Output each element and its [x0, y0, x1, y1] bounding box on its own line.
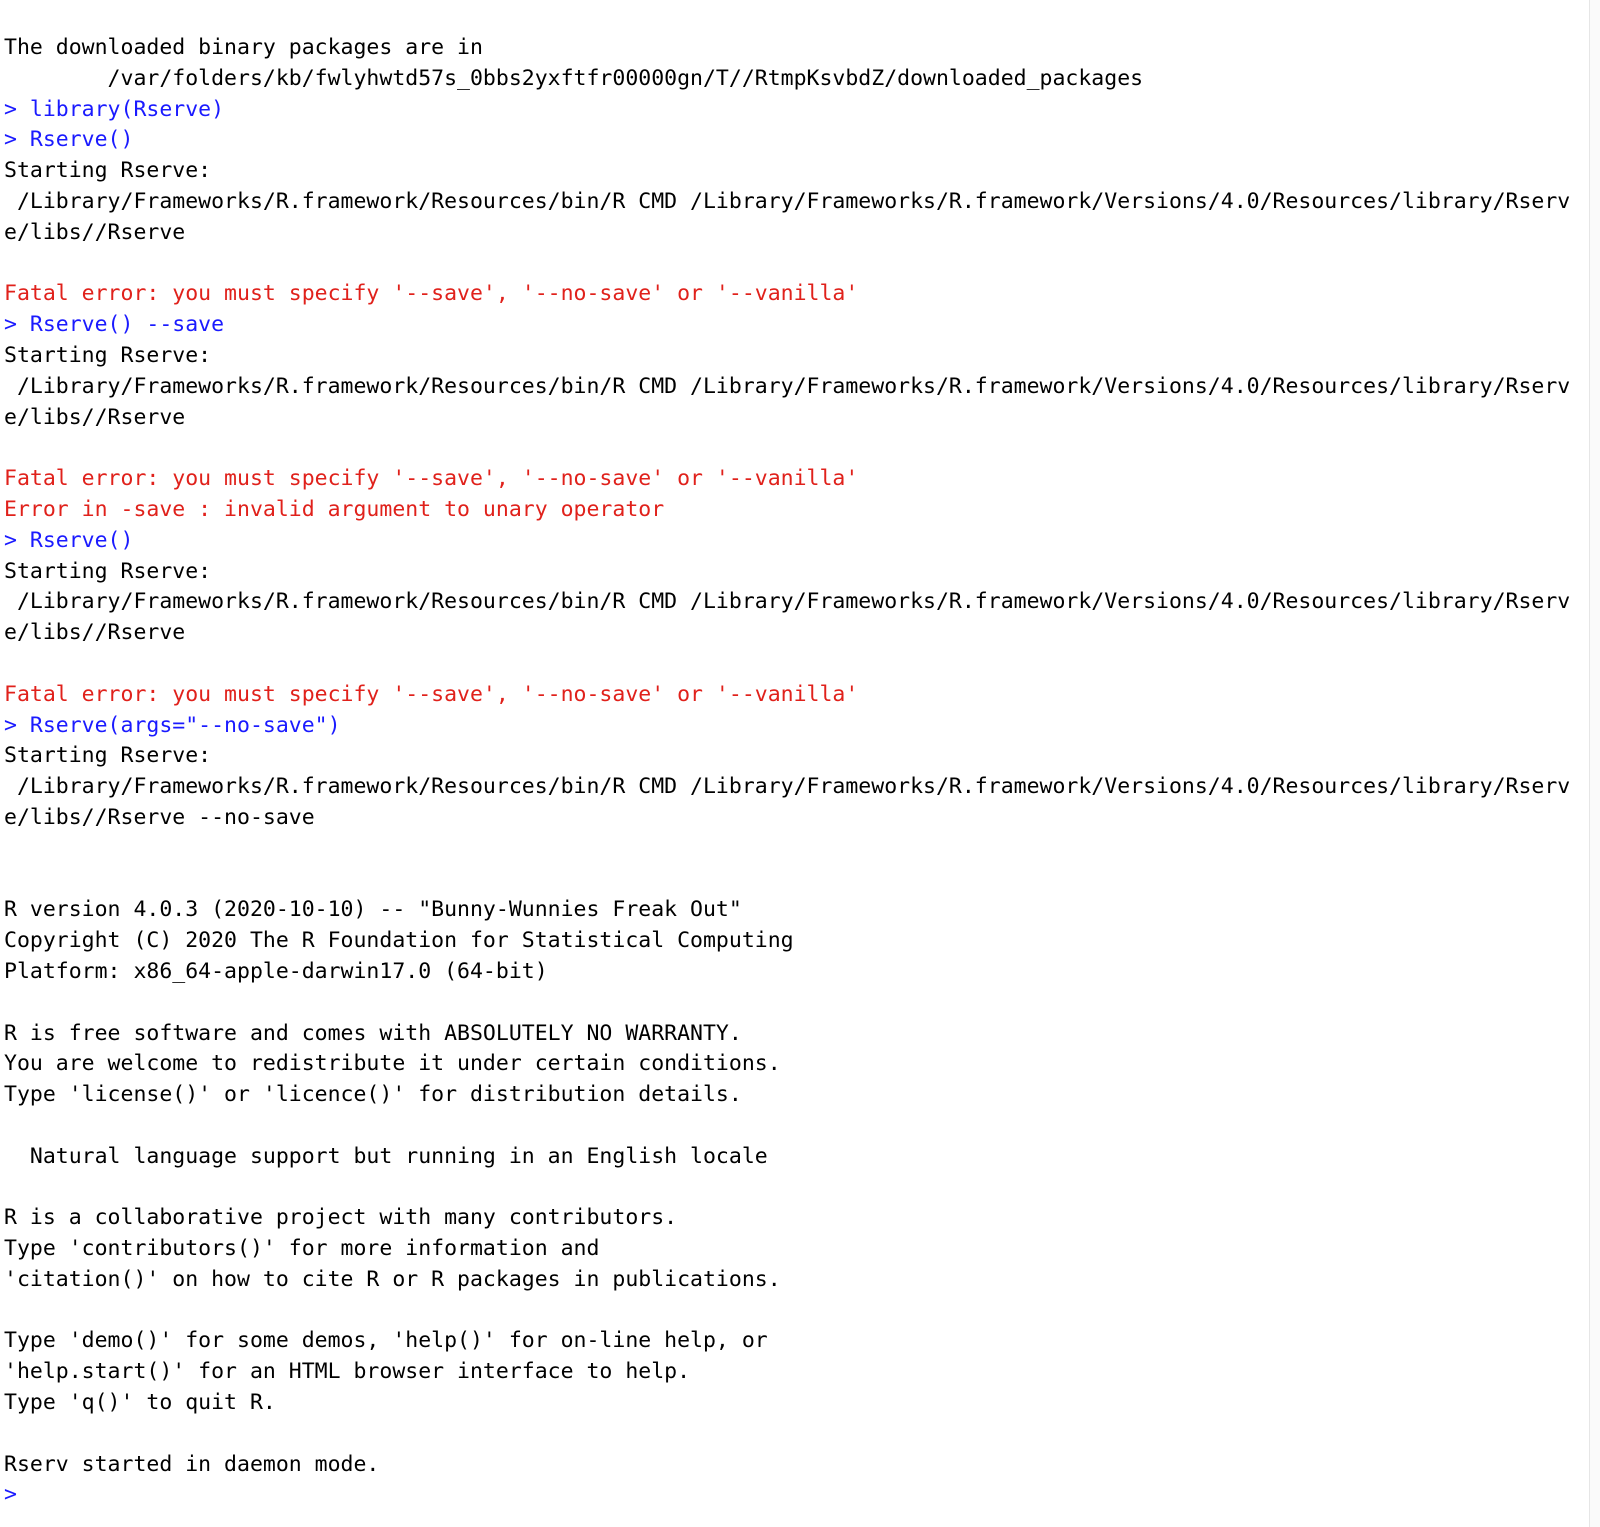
console-output-line: e/libs//Rserve: [4, 219, 186, 245]
console-output-line: Starting Rserve:: [4, 342, 212, 368]
console-output-line: R is a collaborative project with many contributors.: [4, 1205, 678, 1231]
console-output-line: /Library/Frameworks/R.framework/Resources/bin/R CMD /Library/Frameworks/R.framework/Versions/4.0/Resources/library/Rserv: [4, 373, 1571, 399]
console-output-line: /var/folders/kb/fwlyhwtd57s_0bbs2yxftfr00000gn/T//RtmpKsvbdZ/downloaded_packages: [4, 65, 1144, 91]
console-output-line: Rserv started in daemon mode.: [4, 1451, 380, 1477]
console-error-line: Fatal error: you must specify '--save', '--no-save' or '--vanilla': [4, 681, 859, 707]
console-input-prompt[interactable]: >: [4, 1482, 17, 1508]
console-output-line: e/libs//Rserve: [4, 620, 186, 646]
console-output-line: /Library/Frameworks/R.framework/Resources/bin/R CMD /Library/Frameworks/R.framework/Versions/4.0/Resources/library/Rserv: [4, 774, 1571, 800]
console-blank-line: [4, 834, 1590, 865]
console-output-line: R version 4.0.3 (2020-10-10) -- "Bunny-Wunnies Freak Out": [4, 897, 742, 923]
console-blank-line: [4, 1172, 1590, 1203]
console-blank-line: [4, 249, 1590, 280]
console-command-line: > Rserve(): [4, 527, 134, 553]
console-output-line: /Library/Frameworks/R.framework/Resources/bin/R CMD /Library/Frameworks/R.framework/Versions/4.0/Resources/library/Rserv: [4, 188, 1571, 214]
console-blank-line: [4, 988, 1590, 1019]
console-output-line: Natural language support but running in an English locale: [4, 1143, 768, 1169]
console-output-line: Type 'q()' to quit R.: [4, 1390, 276, 1416]
console-output-line: R is free software and comes with ABSOLUTELY NO WARRANTY.: [4, 1020, 742, 1046]
console-output-line: e/libs//Rserve: [4, 404, 186, 430]
console-blank-line: [4, 1419, 1590, 1450]
console-command-line: > Rserve(): [4, 127, 134, 153]
console-output-line: 'help.start()' for an HTML browser interface to help.: [4, 1359, 691, 1385]
console-output-line: /Library/Frameworks/R.framework/Resources/bin/R CMD /Library/Frameworks/R.framework/Versions/4.0/Resources/library/Rserv: [4, 589, 1571, 615]
console-blank-line: [4, 1111, 1590, 1142]
console-output-line: Starting Rserve:: [4, 158, 212, 184]
console-blank-line: [4, 1296, 1590, 1327]
console-command-line: > Rserve(args="--no-save"): [4, 712, 341, 738]
console-output-line: You are welcome to redistribute it under certain conditions.: [4, 1051, 781, 1077]
console-output-line: Type 'contributors()' for more information and: [4, 1236, 600, 1262]
console-error-line: Fatal error: you must specify '--save', '--no-save' or '--vanilla': [4, 466, 859, 492]
console-output-line: Copyright (C) 2020 The R Foundation for Statistical Computing: [4, 928, 794, 954]
console-error-line: Error in -save : invalid argument to unary operator: [4, 496, 665, 522]
console-output-line: Type 'demo()' for some demos, 'help()' for on-line help, or: [4, 1328, 768, 1354]
console-output-line: Starting Rserve:: [4, 743, 212, 769]
console-command-line: > Rserve() --save: [4, 312, 225, 338]
console-output-line: 'citation()' on how to cite R or R packages in publications.: [4, 1266, 781, 1292]
console-output-line: Platform: x86_64-apple-darwin17.0 (64-bit): [4, 958, 548, 984]
console-output-line: Starting Rserve:: [4, 558, 212, 584]
console-scrollbar[interactable]: [1589, 0, 1600, 1527]
console-blank-line: [4, 649, 1590, 680]
console-output-line: The downloaded binary packages are in: [4, 35, 483, 60]
console-output-line: e/libs//Rserve --no-save: [4, 804, 315, 830]
console-blank-line: [4, 433, 1590, 464]
console-output-line: Type 'license()' or 'licence()' for distribution details.: [4, 1082, 742, 1108]
console-command-line: > library(Rserve): [4, 96, 225, 122]
console-error-line: Fatal error: you must specify '--save', '--no-save' or '--vanilla': [4, 281, 859, 307]
console-blank-line: [4, 865, 1590, 896]
